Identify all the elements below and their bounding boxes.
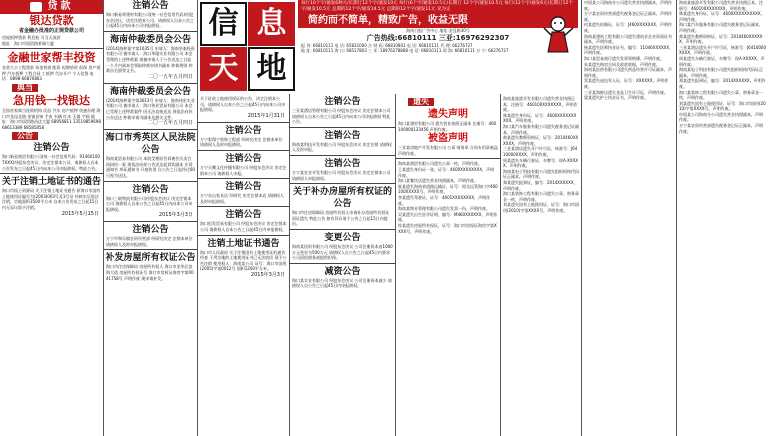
list-item: 王某遗失身份证一张，证号：4600XXXXXXXX，声明作废。 bbox=[398, 166, 495, 178]
notice-text: 海南某科技开发有限公司 经股东会决议 决定注销 请债权人及时申报。 bbox=[292, 141, 392, 153]
ad-title: 金融世家帮丰投资 bbox=[7, 51, 96, 65]
notice-text: 海口恒发贸易有限公司 经股东会决议 决定注销本公司 请债权人自本公告之日起45日内申报债权。 bbox=[200, 221, 287, 232]
column-loans bbox=[0, 0, 103, 436]
notice-text: 海口三联物流有限公司经股东会决议 决定注销本公司 请债权人自本公告之日起45日内向本公司申报债权。 bbox=[106, 195, 193, 212]
list-item: 海口某装饰工程有限公司遗失公章、财务章各一枚，声明作废。 bbox=[503, 191, 579, 202]
banner-rates: 每行10个字/通发6种元/长期订12个字/通发10元 每行(6个字/通发10.5元/长期订 12个字/通发10.5元 每行(12个字/通发6元/长期订12个字/通发10.5元 总期的12个字/通发14.5元 总期的12个字/通发11元 见为正 bbox=[298, 0, 578, 14]
notice-text: 海南某投资有限公司 经股东会决议 公司注册资本由1000万元变更为500万元 请债权人自公告之日起45日内要求公司清偿债务或提供担保。 bbox=[292, 243, 393, 261]
list-item: 海南某旅游开发有限公司遗失营业执照正本，注册号：460100XXXXXXX，声明作废。 bbox=[503, 96, 578, 113]
notice-text: 海南某贸易有限公司 本院受理原告诉被告买卖合同纠纷一案 现依法向你公告送达起诉状副本 应诉通知书 举证通知书 开庭传票 自公告之日起经过60日视为送达。 bbox=[106, 156, 195, 178]
column-lost-2 bbox=[501, 96, 581, 436]
list-item: 万宁某农资经营部遗失税务登记证正副本，声明作废。 bbox=[679, 123, 763, 134]
list-item: 海口某餐饮店遗失营业执照副本，声明作废。 bbox=[398, 178, 478, 184]
list-item: 刘某遗失国有土地使用证，证号：海口市国用(2010)字第XXXX号，声明作废。 bbox=[503, 202, 579, 213]
notice-title: 海南仲裁委员会公告 bbox=[109, 34, 191, 45]
house-icon bbox=[30, 2, 42, 12]
list-item: 何某遗失结婚证，证号：J460XXXXXXX，声明作废。 bbox=[584, 22, 672, 33]
list-item: 海南某商贸有限公司遗失公章一枚，声明作废。 bbox=[398, 161, 482, 167]
ad-text: 地址：海口市国贸路景瑞大厦 bbox=[2, 40, 54, 46]
list-item: 海南某电子科技有限公司遗失组织机构代码证正副本，声明作废。 bbox=[679, 67, 763, 78]
column-lost-3 bbox=[582, 0, 676, 436]
notice-title: 注销公告 bbox=[225, 153, 262, 164]
notice-text: 海口新易荣建材有限公司(统一社会信用代码)经股东会决议，决定注销本公司，请债权人自本公告之日起45日内向本公司申报债权。 bbox=[106, 12, 194, 29]
ad-text: 全国首家典当连锁机构 民品 汽车 房产抵押 快速办理 海口市龙昆北路 金银首饰 手表 车辆 红木 玉器 字画 地址：海口市国贸路昌达大厦 68956811 13519859698 68613389 68585858 bbox=[2, 107, 101, 130]
notice-title: 注销公告 bbox=[132, 1, 169, 11]
masthead-char: 信 bbox=[200, 2, 247, 46]
notice-text: 三亚某房地产开发有限公司 公章 财务章 合同专用章被盗 声明作废。 bbox=[398, 145, 498, 156]
notice-title: 变更公告 bbox=[324, 232, 361, 243]
notice-text: 三亚某酒店管理有限公司 经股东会决议 决定注销本公司 请债权人自本公告之日起45日内向本公司申报债权 特此公告。 bbox=[292, 108, 391, 125]
notice-text: 万宁东山家具店 经研究 决定注销本店 请债权人及时申报债权。 bbox=[200, 193, 284, 204]
notice-title: 注销公告 bbox=[132, 184, 169, 195]
list-item: 周某遗失车辆行驶证，车牌号：琼A·XXXXX，声明作废。 bbox=[503, 157, 578, 169]
masthead bbox=[198, 0, 297, 94]
section-header-notice: 公告 bbox=[12, 132, 38, 140]
list-item: 杨某遗失医师执业证书，编号：11046XXXXXX，声明作废。 bbox=[584, 44, 674, 56]
list-item: 海口某汽车服务有限公司遗失税务登记证副本，声明作废。 bbox=[503, 123, 579, 135]
column-notices-1 bbox=[104, 0, 197, 436]
notice-text: 海口新星商贸有限公司(统一社会信用代码：914601007XXX)经股东会决议，决定注销本公司，请债权人自本公告发布之日起45日内向本公司申报债权。特此公告。 bbox=[2, 154, 100, 171]
banner-phone: 广告热线:66810111 三亚:16976292307 bbox=[366, 34, 510, 42]
list-item: 李某遗失驾驶证，证号：4601XXXXXXXX，声明作废。 bbox=[398, 194, 491, 206]
list-item: 郑某遗失报到证，编号：2014XXXXXX，声明作废。 bbox=[503, 179, 578, 191]
notice-text: 万宁市和乐镇农资经营部 经研究决定 注销本单位 请债权人及时申报债权。 bbox=[106, 236, 193, 247]
notice-title: 注销公告 bbox=[324, 158, 361, 169]
list-item: 中国某公司海南分公司遗失营业执照副本，声明作废。 bbox=[679, 111, 763, 123]
column-lost-4 bbox=[677, 0, 768, 436]
notice-title: 注销公告 bbox=[132, 225, 169, 236]
notice-text: 万宁彩翔宁装饰工程部 经研究决定 注销本单位 请债权人及时申报债权。 bbox=[200, 136, 283, 148]
notice-title: 关于注销土地证书的通告 bbox=[1, 177, 101, 188]
notice-text: (2014)海仲案字第3013号 申请人：海南伟宏实业有限公司 被申请人：海口伟业贸易有限公司 本会已受理上述仲裁案件 因无法直接送达 现依法向你公告送达 仲裁申请书副本及相关文件。 bbox=[106, 97, 195, 120]
notice-title: 注销公告 bbox=[33, 143, 70, 154]
banner-slogan: 简约而不简单，精致广告，收益无限 bbox=[298, 14, 578, 28]
ad-banner bbox=[298, 0, 578, 94]
list-item: 陈某遗失海南省道路运输证，证号：琼交运管海口字460100XXXXX号，声明作废。 bbox=[398, 183, 498, 195]
mascot-illustration bbox=[540, 14, 576, 54]
notice-title: 注销公告 bbox=[225, 182, 262, 193]
list-item: 海南某建筑工程有限公司遗失建筑业企业资质证书副本，声明作废。 bbox=[584, 33, 672, 45]
notice-date: 2015年5月15日 bbox=[61, 210, 99, 217]
list-item: 海口某贸易商行遗失发票领购簿，声明作废。 bbox=[584, 55, 664, 61]
notice-text: (2014)海仲案字第1035号 申请人：海南华泰投资有限公司 被申请人：海口华隆实业有限公司 本会受理的上述仲裁案 请被申请人于公告送达之日起 一个月内到本会领取仲裁申请书副本 仲裁规则 仲裁员名册等文书。 bbox=[106, 45, 195, 74]
notice-title: 遗失声明 bbox=[428, 109, 468, 120]
list-item: 海口某汽车服务有限公司遗失税务登记证副本，声明作废。 bbox=[679, 22, 763, 33]
list-item: 林某遗失身份证，证号：4600XXXXXXXXXX，声明作废。 bbox=[679, 11, 765, 22]
notice-text: 关于征收土地使用权证的公告，决定注销本公司，请债权人自本公告之日起45日内向本公司申报债权。 bbox=[200, 96, 286, 113]
notice-text: 海口市国土资源局 关于注销土地证书通告 原海口市国有土地使用证编号为(2003)003号及1号证 经核实后依法注销，宗地面积3500平方米 自本公告发布之日起15日内无异议即予注销。 bbox=[2, 188, 101, 210]
list-item: 黄某遗失教师资格证，证号：2010460XXXXXX，声明作废。 bbox=[679, 33, 763, 45]
list-item: 三亚某海鲜店遗失食品卫生许可证，声明作废。 bbox=[584, 89, 668, 95]
notice-title: 减资公告 bbox=[324, 266, 361, 277]
notice-text: 万宁某农业开发有限公司 经股东会决议 决定注销本公司 请债权人申报债权。 bbox=[292, 169, 391, 181]
list-item: 郑某遗失报到证，编号：2014XXXXXX，声明作废。 bbox=[679, 78, 766, 89]
notice-title: 海口市秀英区人民法院公告 bbox=[105, 133, 196, 156]
masthead-char: 天 bbox=[200, 47, 247, 91]
notice-title: 注销公告 bbox=[324, 97, 361, 107]
list-item: 林某遗失身份证，证号：4600XXXXXXXXXX，声明作废。 bbox=[503, 112, 577, 124]
section-header-lost: 遗失 bbox=[408, 98, 434, 106]
banner-contacts: 地 址: 66810111 海 口: 68517803 三 亚: 18976278868 电 话: 66810111 琼 海: 66810111 万 宁: 66276727 bbox=[301, 48, 509, 53]
notice-title: 注销土地证书通告 bbox=[207, 238, 280, 249]
column-lost-1 bbox=[396, 96, 500, 436]
notice-text: 海口市人民政府 关于注销国有土地使用证的通告 经查 下列宗地的土地使用证书已无法收回 现予公告注销 使用权人：海南某公司 证号：海口市国用(2005)字第0012号 面积1200平方米。 bbox=[200, 249, 287, 272]
list-item: 黄某遗失教师资格证，证号：2010460XXXXXX，声明作废。 bbox=[503, 135, 579, 146]
banner-contacts: 报 刊: 66810111 电 话: 65831000 合 财 码: 66810801 电 话: 66810111 代 理: 66276727 bbox=[301, 43, 473, 48]
notice-title: 补发房屋所有权证公告 bbox=[105, 253, 196, 264]
list-item: 周某遗失车辆行驶证，车牌号：琼A·XXXXX，声明作废。 bbox=[679, 55, 765, 67]
section-header-loans: 贷款 bbox=[0, 0, 103, 14]
notice-title: 注销公告 bbox=[225, 125, 262, 136]
notice-text: 万宁天鹰文化传播有限公司 经股东会决议 决定注销本公司 请债权人申报。 bbox=[200, 164, 287, 176]
notice-date: 2015年3月3日 bbox=[158, 212, 193, 219]
masthead-char: 地 bbox=[248, 47, 295, 91]
notice-text: 海口某建材有限公司 遗失营业执照正副本 注册号：460100000123456 声明作废。 bbox=[398, 121, 497, 132]
ad-title: 银达贷款 bbox=[29, 14, 74, 27]
notice-date: 二〇一五年五月四日 bbox=[147, 73, 193, 80]
ad-subtitle: 省金融办批准的正规贷款公司 bbox=[18, 28, 84, 34]
list-item: 海南某物业管理有限公司遗失发票一份，声明作废。 bbox=[398, 206, 490, 212]
list-item: 梁某遗失护士执业证书，声明作废。 bbox=[584, 95, 648, 101]
notice-title: 注销公告 bbox=[324, 130, 361, 141]
notice-title: 被盗声明 bbox=[428, 133, 468, 145]
list-item: 万宁某农资经营部遗失税务登记证正副本，声明作废。 bbox=[584, 11, 672, 22]
ad-text: 各类大小工程贷款 资金拆借 配资 短期垫资 担保 房产抵押 汽车抵押 工程合同 工抵押 代办开户 个人信贷 电话：0898-66870863 bbox=[2, 65, 101, 82]
list-item: 吴某遗失出生医学证明，编号：M460XXXXXX，声明作废。 bbox=[398, 211, 498, 223]
notice-title: 关于补办房屋所有权证的公告 bbox=[292, 187, 392, 210]
notice-date: 2015年1月31日 bbox=[247, 112, 285, 119]
list-item: 三亚某酒店遗失开户许可证，核准号：J6410000XXXX，声明作废。 bbox=[503, 146, 578, 157]
banner-address: 海南日报广告中心 地址:金盘路30号 bbox=[406, 28, 470, 33]
notice-date: 2015年3月3日 bbox=[250, 271, 285, 278]
ad-text: 房屋抵押贷款 利息低 可当天放款 bbox=[2, 35, 61, 40]
notice-title: 注销公告 bbox=[225, 210, 262, 221]
list-item: 符某遗失房屋所有权证，证号：海口市房权证海房字第XXXX号，声明作废。 bbox=[398, 222, 497, 234]
notice-date: 二〇一五年五月四日 bbox=[147, 120, 193, 127]
list-item: 海南某医药有限公司遗失药品经营许可证副本，声明作废。 bbox=[584, 67, 672, 78]
list-item: 海南某旅游开发有限公司遗失营业执照正本，注册号：460100XXXXXXX，声明作废。 bbox=[679, 0, 763, 11]
section-header-pawn: 典当 bbox=[12, 84, 38, 92]
list-item: 刘某遗失国有土地使用证，证号：海口市国用(2010)字第XXXX号，声明作废。 bbox=[679, 100, 766, 112]
notice-title: 海南仲裁委员会公告 bbox=[109, 86, 191, 97]
notice-text: 海口市住房保障局 房屋所有权人 海口市龙华区滨海大道 房屋所有权证号 海口市房权证海房字第0041758号 声明作废 现申请补发。 bbox=[106, 264, 194, 281]
notice-text: 海口某实业有限公司 经股东会决议 公司注册资本减少 请债权人自公告之日起45日内申报债权。 bbox=[292, 277, 392, 289]
list-item: 中国某公司海南分公司遗失营业执照副本，声明作废。 bbox=[584, 0, 672, 11]
masthead-char: 息 bbox=[248, 2, 295, 46]
list-item: 海口某装饰工程有限公司遗失公章、财务章各一枚，声明作废。 bbox=[679, 89, 763, 101]
ad-title: 急用钱一找银达 bbox=[13, 93, 90, 107]
list-item: 三亚某酒店遗失开户许可证，核准号：J6410000XXXX，声明作废。 bbox=[679, 44, 766, 56]
list-item: 蔡某遗失退伍军人证，证号：XXXXXX，声明作废。 bbox=[584, 78, 669, 89]
column-notices-2 bbox=[198, 96, 289, 436]
column-notices-3 bbox=[290, 96, 395, 436]
notice-text: 海口市住房保障局 房屋所有权人申请补办房屋所有权证 原证遗失 特此公告 如有异议请于公告之日起15日内提出。 bbox=[292, 210, 390, 227]
list-item: 朱某遗失购房合同及收款收据，声明作废。 bbox=[584, 61, 660, 67]
list-item: 海南某电子科技有限公司遗失组织机构代码证正副本，声明作废。 bbox=[503, 168, 579, 180]
